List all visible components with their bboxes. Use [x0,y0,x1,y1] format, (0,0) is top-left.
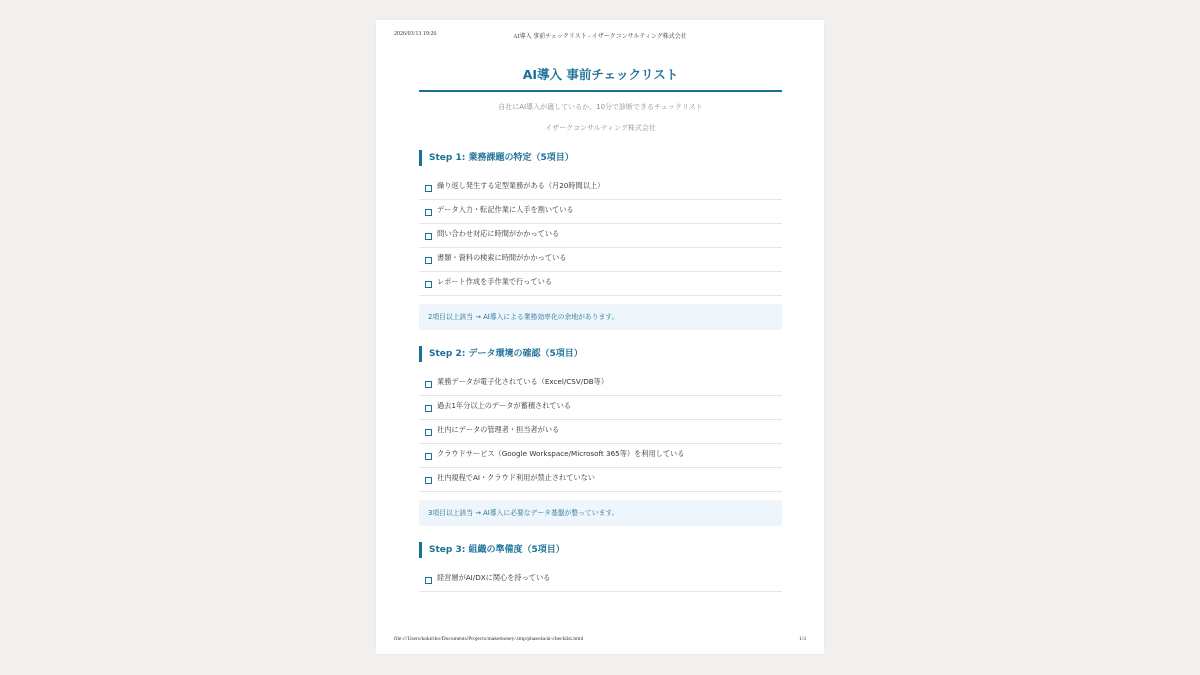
checkbox[interactable] [425,233,432,240]
checklist-item-label: データ入力・転記作業に人手を割いている [437,205,574,214]
checklist-item-label: 過去1年分以上のデータが蓄積されている [437,401,571,410]
page-title: AI導入 事前チェックリスト [522,67,679,82]
page-subtitle: 自社にAI導入が適しているか、10分で診断できるチェックリスト [498,103,703,111]
print-footer-path: file:///Users/kokiriho/Documents/Projects/makemoney/.tmp/phase4a/ai-checklist.html [394,636,584,642]
checklist-item[interactable] [419,248,782,272]
checklist-item-label: 問い合わせ対応に時間がかかっている [437,229,560,238]
checklist-item-label: 繰り返し発生する定型業務がある（月20時間以上） [437,181,605,190]
step-2-heading: Step 2: データ環境の確認（5項目） [419,346,782,362]
step-3-heading: Step 3: 組織の準備度（5項目） [419,542,782,558]
checklist-item[interactable] [419,444,782,468]
checklist-item[interactable] [419,200,782,224]
checklist-item[interactable] [419,468,782,492]
step-1-heading: Step 1: 業務課題の特定（5項目） [419,150,782,166]
checkbox[interactable] [425,257,432,264]
checklist-item-label: 業務データが電子化されている（Excel/CSV/DB等） [437,377,609,386]
checklist-item[interactable] [419,224,782,248]
checklist-item[interactable] [419,272,782,296]
print-page [376,20,824,654]
note-text: 3項目以上該当 → AI導入に必要なデータ基盤が整っています。 [428,509,619,517]
checkbox[interactable] [425,453,432,460]
checkbox[interactable] [425,477,432,484]
checklist-item-label: 書類・資料の検索に時間がかかっている [437,253,567,262]
title-divider [419,90,782,92]
checkbox[interactable] [425,577,432,584]
checkbox[interactable] [425,281,432,288]
print-header-title: AI導入 事前チェックリスト - イザークコンサルティング株式会社 [513,34,687,40]
print-header-timestamp: 2026/03/13 19:26 [394,31,437,37]
checklist-item[interactable] [419,176,782,200]
checkbox[interactable] [425,405,432,412]
checklist-item-label: 社内規程でAI・クラウド利用が禁止されていない [437,473,595,482]
note-text: 2項目以上該当 → AI導入による業務効率化の余地があります。 [428,313,619,321]
checklist-item[interactable] [419,372,782,396]
checkbox[interactable] [425,209,432,216]
company-name: イザークコンサルティング株式会社 [545,124,656,132]
print-footer-page-number: 1/3 [798,636,806,642]
checklist-item-label: 経営層がAI/DXに関心を持っている [437,573,551,582]
checkbox[interactable] [425,381,432,388]
checklist-item[interactable] [419,568,782,592]
checkbox[interactable] [425,185,432,192]
step-1-note [419,304,782,330]
checkbox[interactable] [425,429,432,436]
checklist-item[interactable] [419,396,782,420]
checklist-item-label: クラウドサービス（Google Workspace/Microsoft 365等）を利用している [437,449,685,458]
step-2-note [419,500,782,526]
checklist-item-label: 社内にデータの管理者・担当者がいる [437,425,560,434]
checklist-item-label: レポート作成を手作業で行っている [437,277,553,286]
checklist-item[interactable] [419,420,782,444]
